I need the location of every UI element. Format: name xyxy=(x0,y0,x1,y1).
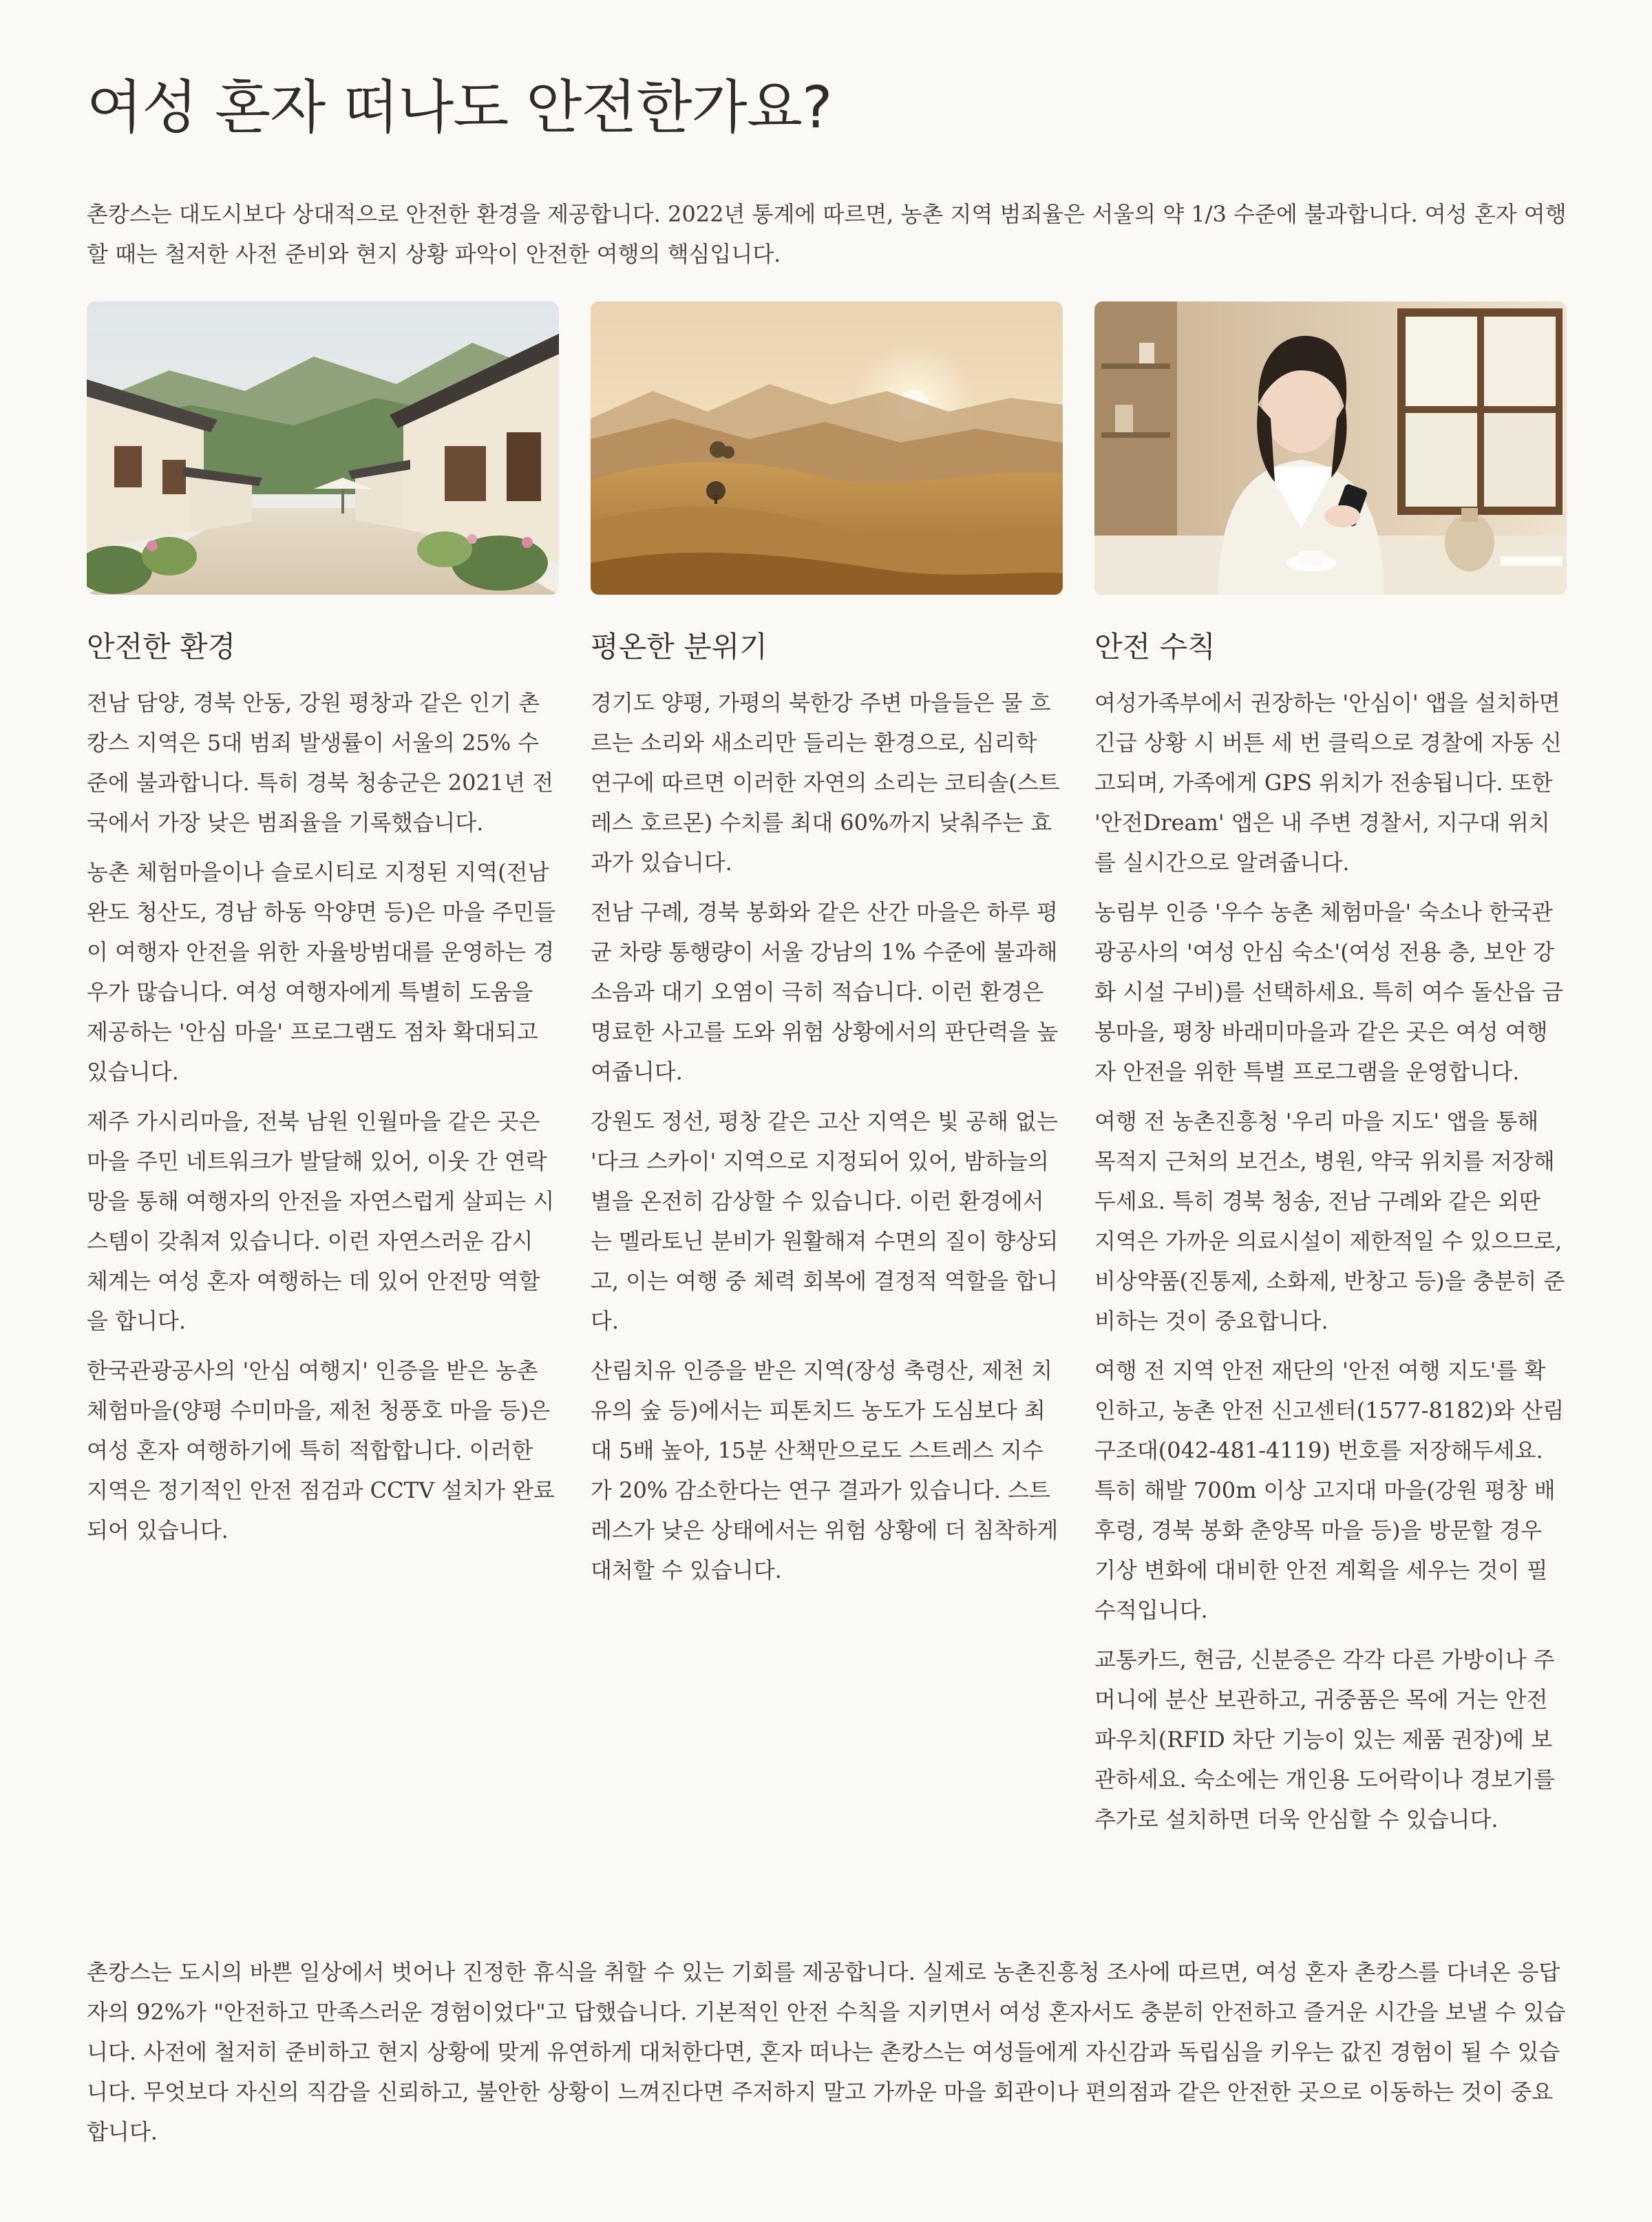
column-paragraph: 산림치유 인증을 받은 지역(장성 축령산, 제천 치유의 숲 등)에서는 피톤치드 농도가 도심보다 최대 5배 높아, 15분 산책만으로도 스트레스 지수가 20% 감소한다는 연구 결과가 있습니다. 스트레스가 낮은 상태에서는 위험 상황에 더 침착하게 대처할 수 있습니다. xyxy=(591,1357,1059,1583)
column-paragraph: 여행 전 지역 안전 재단의 '안전 여행 지도'를 확인하고, 농촌 안전 신고센터(1577-8182)와 산림 구조대(042-481-4119) 번호를 저장해두세요. 특히 해발 700m 이상 고지대 마을(강원 평창 배후령, 경북 봉화 춘양목 마을 등)을 방문할 경우 기상 변화에 대비한 안전 계획을 세우는 것이 필수적입니다. xyxy=(1094,1357,1565,1623)
column-paragraph: 여성가족부에서 권장하는 '안심이' 앱을 설치하면 긴급 상황 시 버튼 세 번 클릭으로 경찰에 자동 신고되며, 가족에게 GPS 위치가 전송됩니다. 또한 '안전Dream' 앱은 내 주변 경찰서, 지구대 위치를 실시간으로 알려줍니다. xyxy=(1094,690,1562,876)
column-safety-rules xyxy=(1094,301,1567,1849)
page-title: 여성 혼자 떠나도 안전한가요? xyxy=(87,74,832,141)
column-paragraph: 전남 구례, 경북 봉화와 같은 산간 마을은 하루 평균 차량 통행량이 서울 강남의 1% 수준에 불과해 소음과 대기 오염이 극히 적습니다. 이런 환경은 명료한 사고를 도와 위험 상황에서의 판단력을 높여줍니다. xyxy=(591,899,1059,1085)
column-paragraph: 제주 가시리마을, 전북 남원 인월마을 같은 곳은 마을 주민 네트워크가 발달해 있어, 이웃 간 연락망을 통해 여행자의 안전을 자연스럽게 살피는 시스템이 갖춰져 있습니다. 이런 자연스러운 감시 체계는 여성 혼자 여행하는 데 있어 안전망 역할을 합니다. xyxy=(87,1108,555,1334)
woman-with-phone-photo xyxy=(1094,301,1567,595)
column-paragraph: 농림부 인증 '우수 농촌 체험마을' 숙소나 한국관광공사의 '여성 안심 숙소'(여성 전용 층, 보안 강화 시설 구비)를 선택하세요. 특히 여수 돌산읍 금봉마을, 평창 바래미마을과 같은 곳은 여성 여행자 안전을 위한 특별 프로그램을 운영합니다. xyxy=(1094,899,1564,1085)
column-calm-atmosphere xyxy=(591,301,1063,1849)
column-heading: 평온한 분위기 xyxy=(591,630,767,664)
intro-paragraph: 촌캉스는 대도시보다 상대적으로 안전한 환경을 제공합니다. 2022년 통계에 따르면, 농촌 지역 범죄율은 서울의 약 1/3 수준에 불과합니다. 여성 혼자 여행할 때는 철저한 사전 준비와 현지 상황 파악이 안전한 여행의 핵심입니다. xyxy=(87,201,1567,267)
feature-columns xyxy=(87,301,1567,1849)
column-paragraph: 경기도 양평, 가평의 북한강 주변 마을들은 물 흐르는 소리와 새소리만 들리는 환경으로, 심리학 연구에 따르면 이러한 자연의 소리는 코티솔(스트레스 호르몬) 수치를 최대 60%까지 낮춰주는 효과가 있습니다. xyxy=(591,690,1060,876)
sunset-hills-photo xyxy=(591,301,1063,595)
column-heading: 안전 수칙 xyxy=(1094,630,1216,664)
column-paragraph: 농촌 체험마을이나 슬로시티로 지정된 지역(전남 완도 청산도, 경남 하동 악양면 등)은 마을 주민들이 여행자 안전을 위한 자율방범대를 운영하는 경우가 많습니다. 여성 여행자에게 특별히 도움을 제공하는 '안심 마을' 프로그램도 점차 확대되고 있습니다. xyxy=(87,859,556,1085)
column-safe-environment xyxy=(87,301,559,1849)
column-paragraph: 전남 담양, 경북 안동, 강원 평창과 같은 인기 촌캉스 지역은 5대 범죄 발생률이 서울의 25% 수준에 불과합니다. 특히 경북 청송군은 2021년 전국에서 가장 낮은 범죄율을 기록했습니다. xyxy=(87,690,554,836)
village-street-photo xyxy=(87,301,559,595)
closing-paragraph: 촌캉스는 도시의 바쁜 일상에서 벗어나 진정한 휴식을 취할 수 있는 기회를 제공합니다. 실제로 농촌진흥청 조사에 따르면, 여성 혼자 촌캉스를 다녀온 응답자의 92%가 "안전하고 만족스러운 경험이었다"고 답했습니다. 기본적인 안전 수칙을 지키면서 여성 혼자서도 충분히 안전하고 즐거운 시간을 보낼 수 있습니다. 사전에 철저히 준비하고 현지 상황에 맞게 유연하게 대처한다면, 혼자 떠나는 촌캉스는 여성들에게 자신감과 독립심을 키우는 값진 경험이 될 수 있습니다. 무엇보다 자신의 직감을 신뢰하고, 불안한 상황이 느껴진다면 주저하지 말고 가까운 마을 회관이나 편의점과 같은 안전한 곳으로 이동하는 것이 중요합니다. xyxy=(87,1959,1566,2145)
column-heading: 안전한 환경 xyxy=(87,630,236,664)
column-paragraph: 한국관광공사의 '안심 여행지' 인증을 받은 농촌 체험마을(양평 수미마을, 제천 청풍호 마을 등)은 여성 혼자 여행하기에 특히 적합합니다. 이러한 지역은 정기적인 안전 점검과 CCTV 설치가 완료되어 있습니다. xyxy=(87,1357,555,1543)
column-paragraph: 강원도 정선, 평창 같은 고산 지역은 빛 공해 없는 '다크 스카이' 지역으로 지정되어 있어, 밤하늘의 별을 온전히 감상할 수 있습니다. 이런 환경에서는 멜라토닌 분비가 원활해져 수면의 질이 향상되고, 이는 여행 중 체력 회복에 결정적 역할을 합니다. xyxy=(591,1108,1059,1334)
column-paragraph: 교통카드, 현금, 신분증은 각각 다른 가방이나 주머니에 분산 보관하고, 귀중품은 목에 거는 안전 파우치(RFID 차단 기능이 있는 제품 권장)에 보관하세요. 숙소에는 개인용 도어락이나 경보기를 추가로 설치하면 더욱 안심할 수 있습니다. xyxy=(1094,1647,1556,1832)
column-paragraph: 여행 전 농촌진흥청 '우리 마을 지도' 앱을 통해 목적지 근처의 보건소, 병원, 약국 위치를 저장해두세요. 특히 경북 청송, 전남 구례와 같은 외딴 지역은 가까운 의료시설이 제한적일 수 있으므로, 비상약품(진통제, 소화제, 반창고 등)을 충분히 준비하는 것이 중요합니다. xyxy=(1094,1108,1565,1334)
